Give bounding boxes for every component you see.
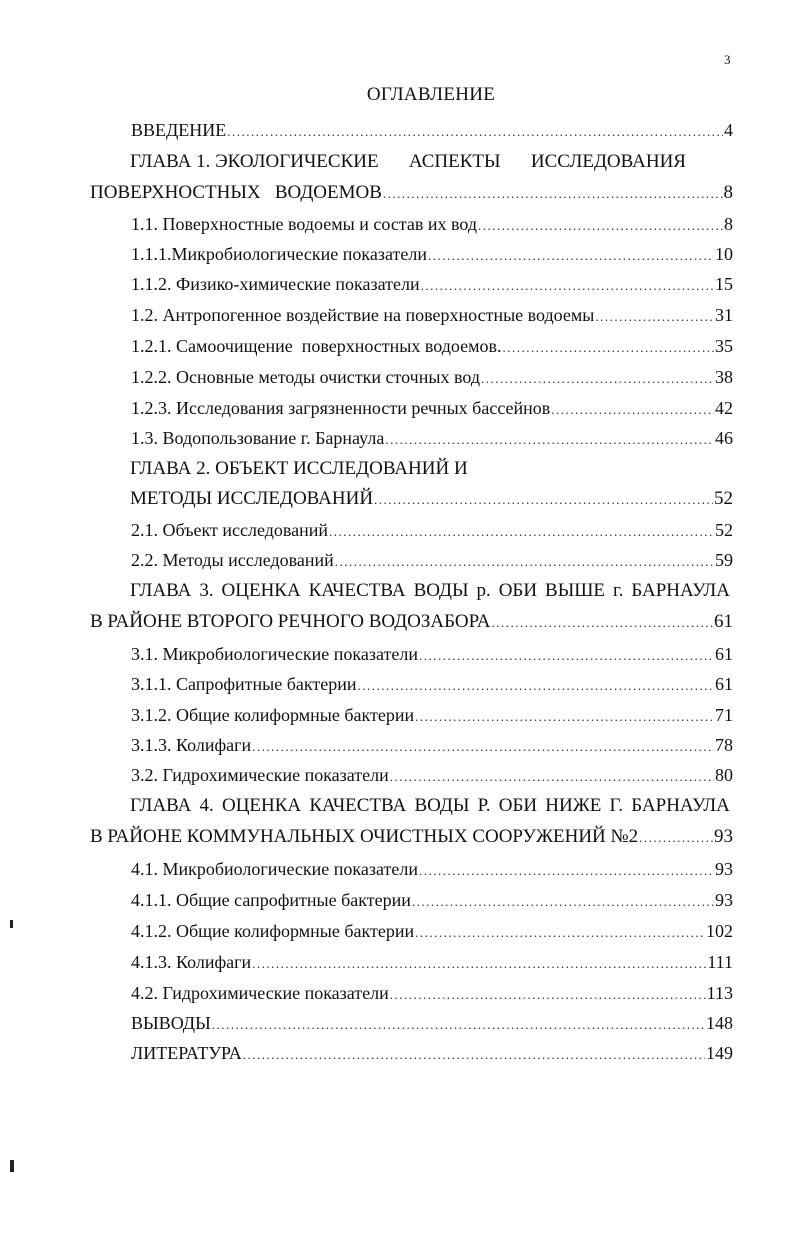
- toc-entry-text: В РАЙОНЕ КОММУНАЛЬНЫХ ОЧИСТНЫХ СООРУЖЕНИЙ №2: [90, 826, 639, 847]
- dot-leader: [419, 859, 714, 883]
- toc-entry-vyvody: [131, 1011, 733, 1035]
- toc-entry-text: 2.2. Методы исследований: [131, 550, 334, 570]
- toc-entry-page: 52: [715, 520, 733, 540]
- toc-entry-page: 93: [715, 859, 733, 879]
- dot-leader: [374, 488, 713, 512]
- heading-word: АСПЕКТЫ: [408, 151, 501, 172]
- heading-word: 3.: [199, 580, 214, 601]
- toc-entry-text: 3.2. Гидрохимические показатели: [131, 765, 389, 785]
- dot-leader: [478, 214, 723, 238]
- toc-entry-chapter-2: [130, 487, 733, 511]
- heading-word: ГЛАВА 1. ЭКОЛОГИЧЕСКИЕ: [130, 151, 379, 172]
- toc-entry-text: В РАЙОНЕ ВТОРОГО РЕЧНОГО ВОДОЗАБОРА: [90, 611, 491, 632]
- dot-leader: [412, 890, 714, 914]
- toc-entry-page: 111: [707, 952, 733, 972]
- dot-leader: [385, 428, 714, 452]
- toc-entry-1-2-3: [131, 396, 733, 420]
- toc-entry-4-2: [131, 981, 733, 1005]
- toc-entry-page: 42: [715, 398, 733, 418]
- toc-entry-text: МЕТОДЫ ИССЛЕДОВАНИЙ: [130, 488, 374, 509]
- toc-entry-3-1-2: [131, 703, 733, 727]
- toc-entry-page: 38: [715, 367, 733, 387]
- toc-entry-page: 8: [724, 214, 733, 234]
- heading-word: ГЛАВА: [130, 580, 192, 601]
- chapter-3-heading-line1: [130, 578, 730, 604]
- toc-entry-2-2: [131, 548, 733, 572]
- heading-word: Р.: [477, 795, 491, 816]
- heading-word: ВОДЫ: [413, 580, 469, 601]
- toc-entry-page: 52: [714, 488, 733, 509]
- toc-entry-text: 1.2.1. Самоочищение поверхностных водоемов.: [131, 336, 502, 356]
- heading-word: КАЧЕСТВА: [309, 795, 407, 816]
- toc-entry-text: ПОВЕРХНОСТНЫХ ВОДОЕМОВ: [90, 182, 382, 203]
- dot-leader: [252, 952, 706, 976]
- heading-word: ГЛАВА: [130, 795, 192, 816]
- page-number: 3: [724, 52, 731, 67]
- toc-entry-text: 1.1.1.Микробиологические показатели: [131, 244, 427, 264]
- dot-leader: [390, 765, 714, 789]
- toc-entry-text: ВЫВОДЫ: [131, 1013, 211, 1033]
- dot-leader: [491, 611, 713, 635]
- toc-entry-text: 3.1.2. Общие колиформные бактерии: [131, 705, 415, 725]
- toc-entry-1-2-1: [131, 334, 733, 358]
- toc-entry-4-1-1: [131, 888, 733, 912]
- dot-leader: [390, 983, 706, 1007]
- heading-word: НИЖЕ: [545, 795, 602, 816]
- toc-entry-1-1-2: [131, 272, 733, 296]
- scan-artifact-mark: [10, 920, 13, 928]
- dot-leader: [639, 826, 713, 850]
- toc-entry-page: 113: [706, 983, 733, 1003]
- toc-entry-page: 93: [714, 826, 733, 847]
- heading-word: ИССЛЕДОВАНИЯ: [530, 151, 686, 172]
- chapter-4-heading-line1: [130, 793, 730, 819]
- toc-entry-1-1: [131, 212, 733, 236]
- toc-entry-page: 46: [715, 428, 733, 448]
- toc-entry-page: 80: [715, 765, 733, 785]
- dot-leader: [243, 1043, 705, 1067]
- dot-leader: [481, 367, 714, 391]
- toc-entry-text: 4.2. Гидрохимические показатели: [131, 983, 389, 1003]
- toc-entry-page: 61: [714, 611, 733, 632]
- toc-entry-3-1-1: [131, 672, 733, 696]
- toc-entry-page: 93: [715, 890, 733, 910]
- heading-word: 4.: [199, 795, 214, 816]
- heading-word: БАРНАУЛА: [631, 795, 730, 816]
- scan-artifact-mark: [10, 1160, 14, 1172]
- toc-entry-4-1-2: [131, 919, 733, 943]
- toc-entry-3-1: [131, 642, 733, 666]
- toc-entry-1-2-2: [131, 365, 733, 389]
- toc-entry-page: 71: [715, 705, 733, 725]
- toc-entry-1-2: [131, 303, 733, 327]
- heading-word: Г.: [609, 795, 624, 816]
- heading-word: г.: [612, 580, 624, 601]
- toc-entry-3-1-3: [131, 733, 733, 757]
- toc-entry-text: 4.1.3. Колифаги: [131, 952, 252, 972]
- toc-entry-page: 78: [715, 735, 733, 755]
- toc-entry-text: ВВЕДЕНИЕ: [131, 120, 227, 140]
- heading-word: ВОДЫ: [414, 795, 470, 816]
- dot-leader: [252, 735, 714, 759]
- heading-word: ОЦЕНКА: [221, 580, 301, 601]
- toc-entry-1-3: [131, 426, 733, 450]
- toc-entry-chapter-4: [90, 825, 733, 849]
- toc-entry-page: 31: [715, 305, 733, 325]
- dot-leader: [335, 550, 714, 574]
- toc-entry-page: 15: [715, 274, 733, 294]
- toc-entry-page: 149: [706, 1043, 733, 1063]
- toc-entry-page: 35: [715, 336, 733, 356]
- heading-word: ОБИ: [498, 795, 538, 816]
- toc-entry-3-2: [131, 763, 733, 787]
- toc-entry-page: 102: [706, 921, 733, 941]
- toc-entry-text: 1.1. Поверхностные водоемы и состав их вод: [131, 214, 478, 234]
- toc-entry-2-1: [131, 518, 733, 542]
- heading-word: БАРНАУЛА: [631, 580, 730, 601]
- dot-leader: [212, 1013, 705, 1037]
- toc-entry-text: 1.1.2. Физико-химические показатели: [131, 274, 420, 294]
- toc-entry-chapter-1: [90, 181, 733, 205]
- toc-entry-text: 2.1. Объект исследований: [131, 520, 329, 540]
- toc-entry-text: 4.1. Микробиологические показатели: [131, 859, 418, 879]
- dot-leader: [421, 274, 714, 298]
- toc-entry-text: ЛИТЕРАТУРА: [131, 1043, 242, 1063]
- toc-entry-page: 4: [724, 120, 733, 140]
- toc-entry-text: 4.1.1. Общие сапрофитные бактерии: [131, 890, 411, 910]
- heading-word: КАЧЕСТВА: [308, 580, 406, 601]
- dot-leader: [227, 120, 723, 144]
- heading-word: ОЦЕНКА: [221, 795, 302, 816]
- dot-leader: [428, 244, 714, 268]
- toc-entry-text: 3.1. Микробиологические показатели: [131, 644, 418, 664]
- dot-leader: [503, 336, 714, 360]
- chapter-1-heading-line1: [130, 149, 686, 175]
- toc-entry-text: 1.3. Водопользование г. Барнаула: [131, 428, 385, 448]
- dot-leader: [383, 182, 723, 206]
- toc-entry-page: 8: [723, 182, 733, 203]
- dot-leader: [551, 398, 714, 422]
- heading-word: ВЫШЕ: [545, 580, 606, 601]
- page-title: ОГЛАВЛЕНИЕ: [366, 84, 496, 105]
- toc-entry-text: 3.1.1. Сапрофитные бактерии: [131, 674, 357, 694]
- toc-entry-1-1-1: [131, 242, 733, 266]
- toc-entry-page: 10: [715, 244, 733, 264]
- dot-leader: [415, 705, 714, 729]
- toc-entry-page: 61: [715, 644, 733, 664]
- heading-word: ОБИ: [498, 580, 538, 601]
- heading-word: р.: [476, 580, 491, 601]
- toc-entry-4-1: [131, 857, 733, 881]
- dot-leader: [595, 305, 714, 329]
- toc-entry-text: 1.2.3. Исследования загрязненности речных бассейнов: [131, 398, 551, 418]
- toc-entry-page: 148: [706, 1013, 733, 1033]
- toc-entry-4-1-3: [131, 950, 733, 974]
- toc-entry-page: 59: [715, 550, 733, 570]
- toc-entry-text: 3.1.3. Колифаги: [131, 735, 252, 755]
- dot-leader: [419, 644, 714, 668]
- dot-leader: [415, 921, 705, 945]
- toc-entry-literatura: [131, 1041, 733, 1065]
- dot-leader: [329, 520, 714, 544]
- dot-leader: [358, 674, 714, 698]
- toc-entry-chapter-3: [90, 610, 733, 634]
- toc-entry-page: 61: [715, 674, 733, 694]
- toc-entry-text: 1.2. Антропогенное воздействие на поверхностные водоемы: [131, 305, 595, 325]
- toc-entry-text: 1.2.2. Основные методы очистки сточных вод: [131, 367, 480, 387]
- toc-entry-vvedenie: [131, 118, 733, 142]
- toc-entry-text: 4.1.2. Общие колиформные бактерии: [131, 921, 415, 941]
- chapter-2-heading-line1: ГЛАВА 2. ОБЪЕКТ ИССЛЕДОВАНИЙ И: [130, 458, 468, 479]
